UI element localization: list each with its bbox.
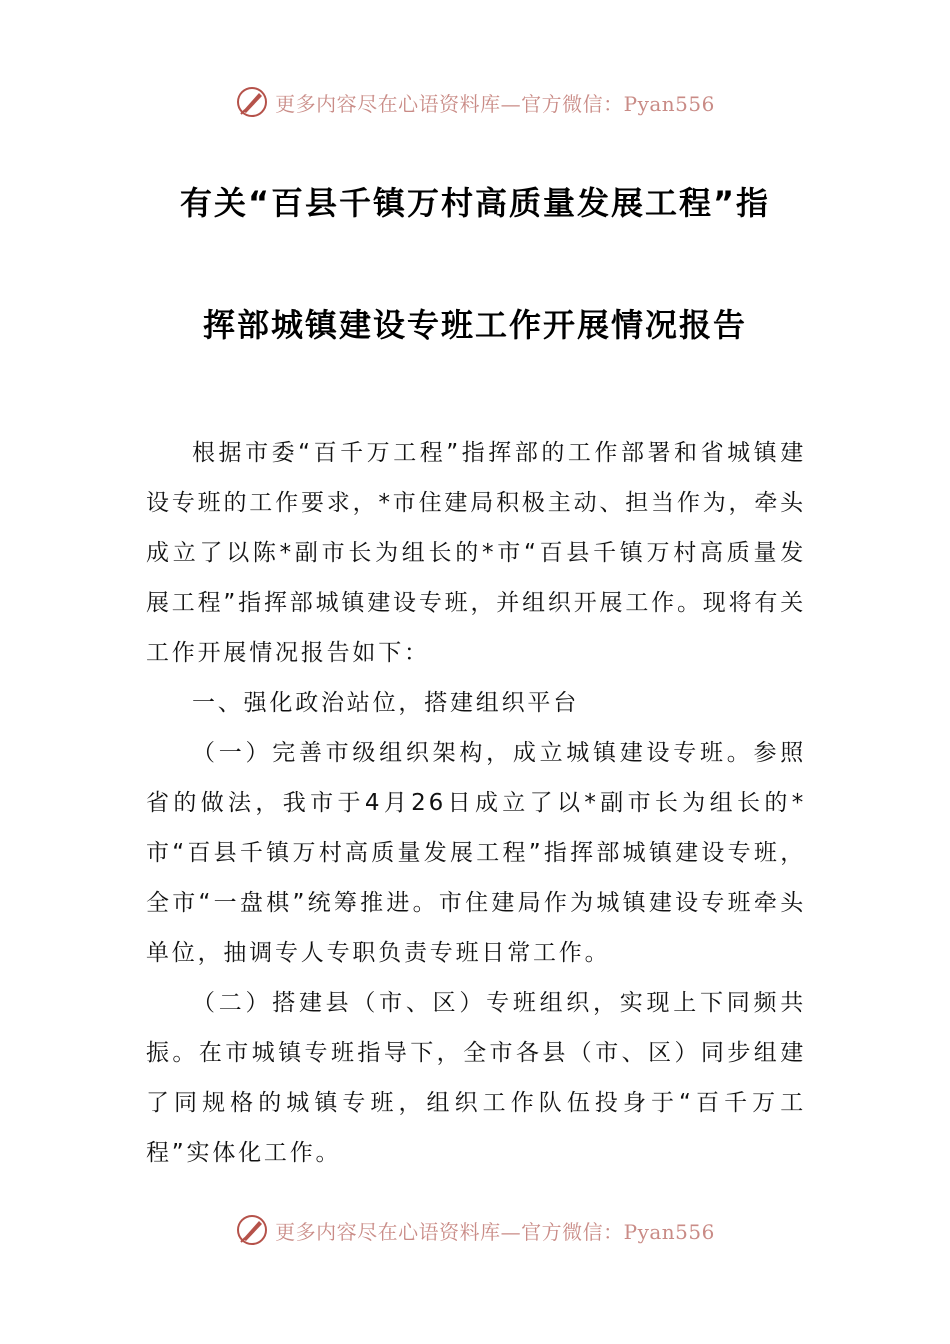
section-heading-1: 一、强化政治站位，搭建组织平台 xyxy=(192,690,579,716)
document-title-line-2: 挥部城镇建设专班工作开展情况报告 xyxy=(202,306,747,344)
paragraph-1-2: （二）搭建县（市、区）专班组织，实现上下同频共振。在市城镇专班指导下，全市各县（市、区）同步组建了同规格的城镇专班，组织工作队伍投身于“百千万工程”实体化工作。 xyxy=(146,990,806,1166)
document-body xyxy=(146,428,806,1178)
header-banner xyxy=(0,82,950,122)
banner-text: 更多内容尽在心语资料库—官方微信：Pyan556 xyxy=(275,1219,715,1244)
paragraph-intro: 根据市委“百千万工程”指挥部的工作部署和省城镇建设专班的工作要求，*市住建局积极主动、担当作为，牵头成立了以陈*副市长为组长的*市“百县千镇万村高质量发展工程”指挥部城镇建设专班，并组织开展工作。现将有关工作开展情况报告如下： xyxy=(146,440,806,666)
footer-banner xyxy=(0,1210,950,1250)
quill-pen-logo-icon xyxy=(235,85,269,119)
paragraph-1-1: （一）完善市级组织架构，成立城镇建设专班。参照省的做法，我市于4月26日成立了以*副市长为组长的*市“百县千镇万村高质量发展工程”指挥部城镇建设专班，全市“一盘棋”统筹推进。市住建局作为城镇建设专班牵头单位，抽调专人专职负责专班日常工作。 xyxy=(146,740,806,966)
document-title-line-1: 有关“百县千镇万村高质量发展工程”指 xyxy=(179,184,771,222)
quill-pen-logo-icon xyxy=(235,1213,269,1247)
banner-text: 更多内容尽在心语资料库—官方微信：Pyan556 xyxy=(275,91,715,116)
